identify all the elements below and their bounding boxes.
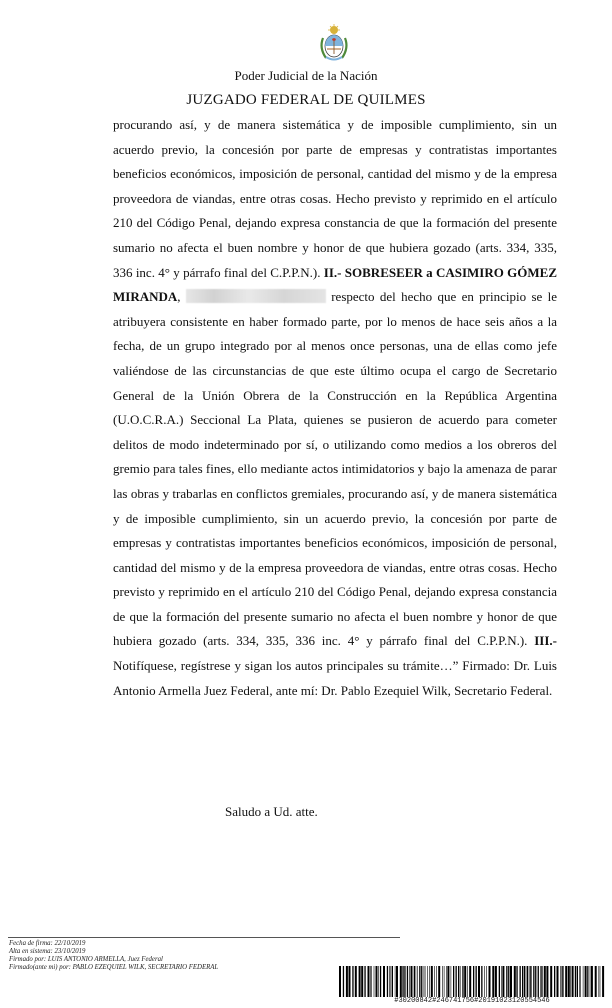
barcode-bar xyxy=(417,966,418,997)
barcode-bar xyxy=(538,966,539,997)
barcode-bar xyxy=(583,966,584,997)
resolution-text xyxy=(113,113,557,703)
barcode-bar xyxy=(451,966,452,997)
barcode-bar xyxy=(522,966,523,997)
barcode-bar xyxy=(444,966,445,997)
barcode-bar xyxy=(464,966,466,997)
barcode-bar xyxy=(416,966,417,997)
barcode-bar xyxy=(396,966,398,997)
barcode-bar xyxy=(492,966,494,997)
barcode-bar xyxy=(343,966,344,997)
closing-salutation: Saludo a Ud. atte. xyxy=(225,804,318,819)
barcode-bar xyxy=(568,966,570,997)
barcode-bar xyxy=(527,966,528,997)
coat-of-arms-icon xyxy=(317,24,351,62)
section-ii-heading: SOBRESEER a CASIMIRO GÓMEZ MIRANDA xyxy=(113,264,557,305)
barcode-bar xyxy=(524,966,525,997)
barcode-bar xyxy=(570,966,571,997)
barcode-bar xyxy=(481,966,482,997)
barcode-bar xyxy=(600,966,601,997)
barcode-bar xyxy=(595,966,597,997)
barcode-bar xyxy=(510,966,512,997)
barcode-bar xyxy=(546,966,548,997)
barcode-bar xyxy=(535,966,536,997)
barcode-bar xyxy=(429,966,430,997)
barcode-bar xyxy=(419,966,420,997)
barcode-bar xyxy=(361,966,363,997)
barcode-bar xyxy=(502,966,504,997)
barcode-bar xyxy=(499,966,500,997)
barcode-bar xyxy=(411,966,413,997)
barcode-bar xyxy=(400,966,402,997)
barcode-bar xyxy=(436,966,437,997)
barcode-bar xyxy=(368,966,370,997)
signature-footer xyxy=(9,940,218,972)
barcode-bar xyxy=(514,966,516,997)
barcode-bar xyxy=(383,966,385,997)
barcode-bar xyxy=(554,966,555,997)
barcode-bar xyxy=(421,966,422,997)
barcode-bar xyxy=(414,966,415,997)
barcode-bar xyxy=(580,966,581,997)
barcode-bar xyxy=(389,966,390,997)
barcode-bar xyxy=(508,966,509,997)
barcode-bar xyxy=(447,966,449,997)
barcode-bar xyxy=(364,966,365,997)
barcode-bar xyxy=(501,966,502,997)
barcode-bar xyxy=(355,966,357,997)
barcode-bar xyxy=(572,966,574,997)
barcode-bar xyxy=(526,966,527,997)
barcode-bar xyxy=(456,966,457,997)
barcode-bar xyxy=(544,966,546,997)
barcode-bar xyxy=(530,966,531,997)
barcode-bar xyxy=(339,966,341,997)
barcode-bar xyxy=(585,966,587,997)
barcode-bar xyxy=(486,966,487,997)
barcode-bar xyxy=(575,966,576,997)
barcode-bar xyxy=(541,966,542,997)
barcode-bar xyxy=(349,966,351,997)
barcode-bar xyxy=(489,966,491,997)
barcode-bar xyxy=(591,966,593,997)
document-body xyxy=(113,113,557,703)
barcode-bar xyxy=(590,966,591,997)
name-separator: , xyxy=(177,289,186,305)
barcode-bar xyxy=(473,966,474,997)
barcode-bar xyxy=(469,966,471,997)
barcode-bar xyxy=(392,966,393,997)
barcode-bar xyxy=(484,966,485,997)
barcode-bar xyxy=(579,966,580,997)
redacted-text xyxy=(186,289,326,303)
barcode-bar xyxy=(402,966,403,997)
barcode-bar xyxy=(531,966,532,997)
paragraph-3: Notifíquese, regístrese y sigan los autos principales su trámite…” Firmado: Dr. Luis Antonio Armella Juez Federal, ante mí: Dr. Pablo Ezequiel Wilk, Secretario Federal. xyxy=(113,658,557,698)
barcode-bar xyxy=(495,966,497,997)
barcode-bar xyxy=(562,966,563,997)
barcode-bar xyxy=(359,966,361,997)
court-name: Poder Judicial de la Nación xyxy=(234,68,378,83)
barcode-number: #30200842#246741756#20191023120554546 xyxy=(394,997,550,1005)
barcode-bar xyxy=(374,966,375,997)
barcode-bar xyxy=(409,966,410,997)
barcode-bar xyxy=(506,966,507,997)
barcode-bar xyxy=(380,966,381,997)
barcode-bar xyxy=(434,966,435,997)
barcode-bar xyxy=(462,966,463,997)
barcode-bar xyxy=(533,966,534,997)
barcode-bar xyxy=(516,966,517,997)
barcode-bar xyxy=(391,966,392,997)
barcode-bar xyxy=(346,966,348,997)
section-iii-marker: III.- xyxy=(534,633,557,649)
barcode-bar xyxy=(520,966,521,997)
barcode-bar xyxy=(467,966,468,997)
barcode-bar xyxy=(352,966,353,997)
barcode-bar xyxy=(550,966,552,997)
barcode-bar xyxy=(378,966,379,997)
barcode-bar xyxy=(602,966,604,997)
barcode-bar xyxy=(460,966,461,997)
court-office-title: JUZGADO FEDERAL DE QUILMES xyxy=(186,92,426,108)
barcode-bar xyxy=(557,966,559,997)
countersigned-by: Firmado(ante mi) por: PABLO EZEQUIEL WILK, SECRETARIO FEDERAL xyxy=(9,964,219,971)
barcode-bar xyxy=(577,966,578,997)
barcode-bar xyxy=(587,966,588,997)
barcode-bar xyxy=(476,966,477,997)
section-ii-marker: II.- xyxy=(323,264,342,280)
barcode-bar xyxy=(427,966,428,997)
barcode-bar xyxy=(371,966,372,997)
system-date: Alta en sistema: 23/10/2019 xyxy=(9,948,86,955)
barcode-bar xyxy=(425,966,426,997)
barcode-bar xyxy=(387,966,388,997)
barcode-bar xyxy=(395,966,396,997)
barcode-bar xyxy=(438,966,440,997)
paragraph-1: procurando así, y de manera sistemática y de imposible cumplimiento, sin un acuerdo previo, la concesión por parte de empresas y contratistas importantes beneficios económicos, imposición de personal, cantidad del mismo y de la empresa proveedora de viandas, entre otras cosas. Hecho previsto y reprimido en el artículo 210 del Código Penal, dejando expresa constancia de que la formación del presente sumario no afecta el buen nombre y honor de que hubiera gozado (arts. 334, 335, 336 inc. 4° y párrafo final del C.P.P.N.). xyxy=(113,117,557,280)
barcode-bar xyxy=(424,966,425,997)
barcode-bar xyxy=(453,966,454,997)
barcode-bar xyxy=(599,966,600,997)
signed-by: Firmado por: LUIS ANTONIO ARMELLA, Juez Federal xyxy=(9,956,163,963)
barcode-bar xyxy=(563,966,564,997)
barcode-bar xyxy=(431,966,433,997)
signature-date: Fecha de firma: 22/10/2019 xyxy=(9,940,86,947)
barcode-icon xyxy=(339,966,605,997)
barcode-bar xyxy=(565,966,567,997)
barcode-bar xyxy=(458,966,459,997)
barcode-bar xyxy=(446,966,447,997)
barcode-bar xyxy=(370,966,371,997)
barcode-bar xyxy=(442,966,443,997)
barcode-bar xyxy=(404,966,405,997)
footer-divider xyxy=(8,937,400,938)
paragraph-2: respecto del hecho que en principio se le atribuyera consistente en haber formado parte, por lo menos de hace seis años a la fecha, de un grupo integrado por al menos once personas, una de ellas como jefe valiéndose de las circunstancias de que este último ocupa el cargo de Secretario General de la Unión Obrera de la Construcción en la República Argentina (U.O.C.R.A.) Seccional La Plata, quienes se pusieron de acuerdo para cometer delitos de modo indeterminado por sí, o utilizando como medios a los obreros del gremio para tales fines, ello mediante actos intimidatorios y bajo la amenaza de parar las obras y trabarlas en conflictos gremiales, procurando así, y de manera sistemática y de imposible cumplimiento, sin un acuerdo previo, la concesión por parte de empresas y contratistas importantes beneficios económicos, imposición de personal, cantidad del mismo y de la empresa proveedora de viandas, entre otras cosas. Hecho previsto y reprimido en el artículo 210 del Código Penal, dejando expresa constancia de que la formación del presente sumario no afecta el buen nombre y honor de que hubiera gozado (arts. 334, 335, 336 inc. 4° y párrafo final del C.P.P.N.). xyxy=(113,289,558,649)
barcode-bar xyxy=(478,966,480,997)
barcode-bar xyxy=(560,966,561,997)
barcode-bar xyxy=(407,966,408,997)
barcode-bar xyxy=(376,966,378,997)
barcode-bar xyxy=(540,966,541,997)
